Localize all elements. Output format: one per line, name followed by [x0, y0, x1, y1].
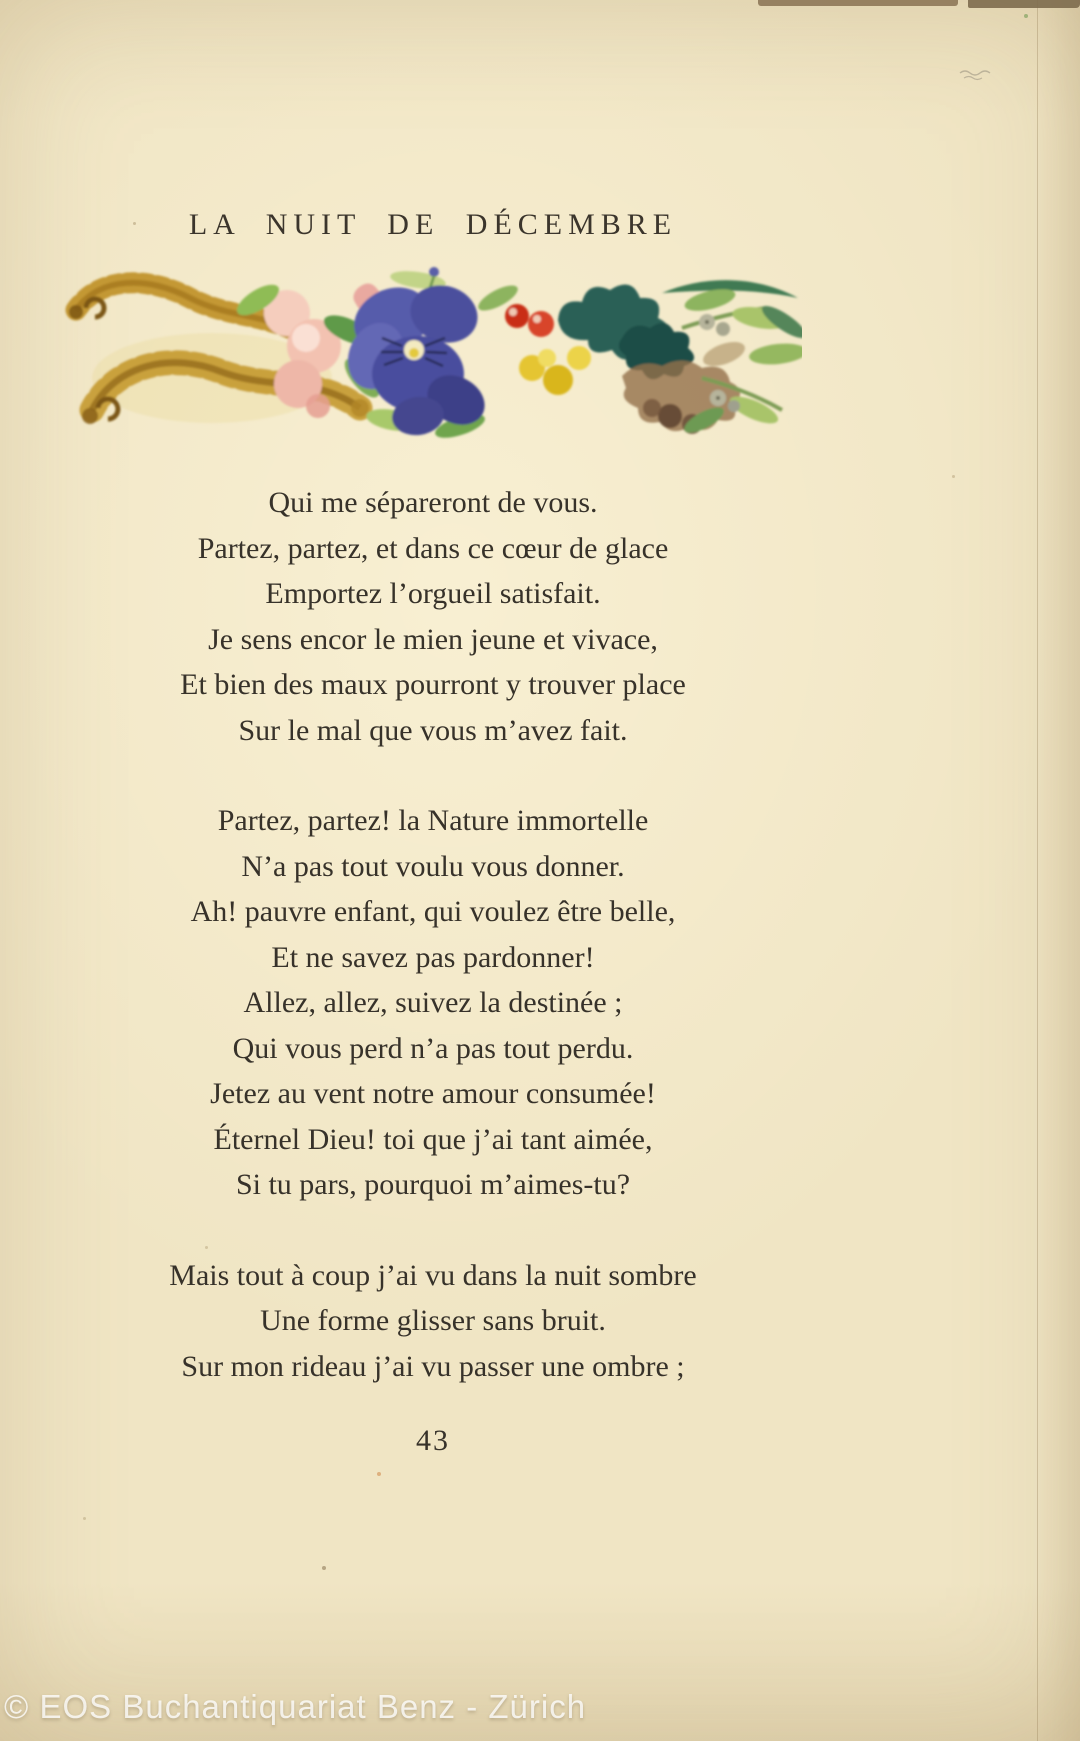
paper-speck	[377, 1472, 381, 1476]
poem-line: N’a pas tout voulu vous donner.	[241, 849, 625, 883]
poem-line: Si tu pars, pourquoi m’aimes-tu?	[235, 1168, 631, 1201]
poem-line: Et bien des maux pourront y trouver place	[180, 668, 686, 701]
stanza	[0, 480, 866, 753]
paper-speck	[83, 1517, 86, 1520]
poem-line: Et ne savez pas pardonner!	[271, 940, 595, 974]
page-number: 43	[416, 1424, 450, 1457]
paper-speck	[1024, 14, 1028, 18]
pencil-mark	[958, 68, 992, 82]
yellow-berries-illustration	[519, 346, 591, 395]
poem-line: Qui vous perd n’a pas tout perdu.	[232, 1031, 634, 1065]
stanza	[0, 798, 866, 1208]
poem-body	[0, 480, 866, 1434]
paper-speck	[952, 475, 955, 478]
floral-garland-illustration	[62, 258, 802, 448]
poem-line: Emportez l’orgueil satisfait.	[265, 577, 601, 610]
poem-line: Jetez au vent notre amour consumée!	[210, 1077, 656, 1110]
red-berries-illustration	[505, 304, 554, 337]
poem-line: Une forme glisser sans bruit.	[260, 1304, 606, 1337]
page-edge-shadow	[1037, 0, 1080, 1741]
poem-line: Éternel Dieu! toi que j’ai tant aimée,	[213, 1122, 653, 1156]
page-title: LA NUIT DE DÉCEMBRE	[188, 208, 678, 241]
poem-line: Allez, allez, suivez la destinée ;	[243, 986, 623, 1019]
poem-line: Qui me sépareront de vous.	[268, 486, 598, 519]
poem-line: Partez, partez! la Nature immortelle	[217, 804, 649, 837]
poem-line: Sur mon rideau j’ai vu passer une ombre ;	[181, 1349, 685, 1383]
adjacent-page-edge	[758, 0, 958, 6]
poem-line: Ah! pauvre enfant, qui voulez être belle,	[190, 895, 676, 928]
poem-line: Sur le mal que vous m’avez fait.	[238, 713, 628, 747]
adjacent-page-edge	[968, 0, 1080, 8]
paper-speck	[322, 1566, 326, 1570]
watermark: © EOS Buchantiquariat Benz - Zürich	[4, 1688, 587, 1725]
stanza	[0, 1253, 866, 1390]
poem-line: Partez, partez, et dans ce cœur de glace	[197, 531, 669, 565]
poem-line: Mais tout à coup j’ai vu dans la nuit sombre	[169, 1258, 697, 1292]
poem-line: Je sens encor le mien jeune et vivace,	[208, 622, 658, 656]
